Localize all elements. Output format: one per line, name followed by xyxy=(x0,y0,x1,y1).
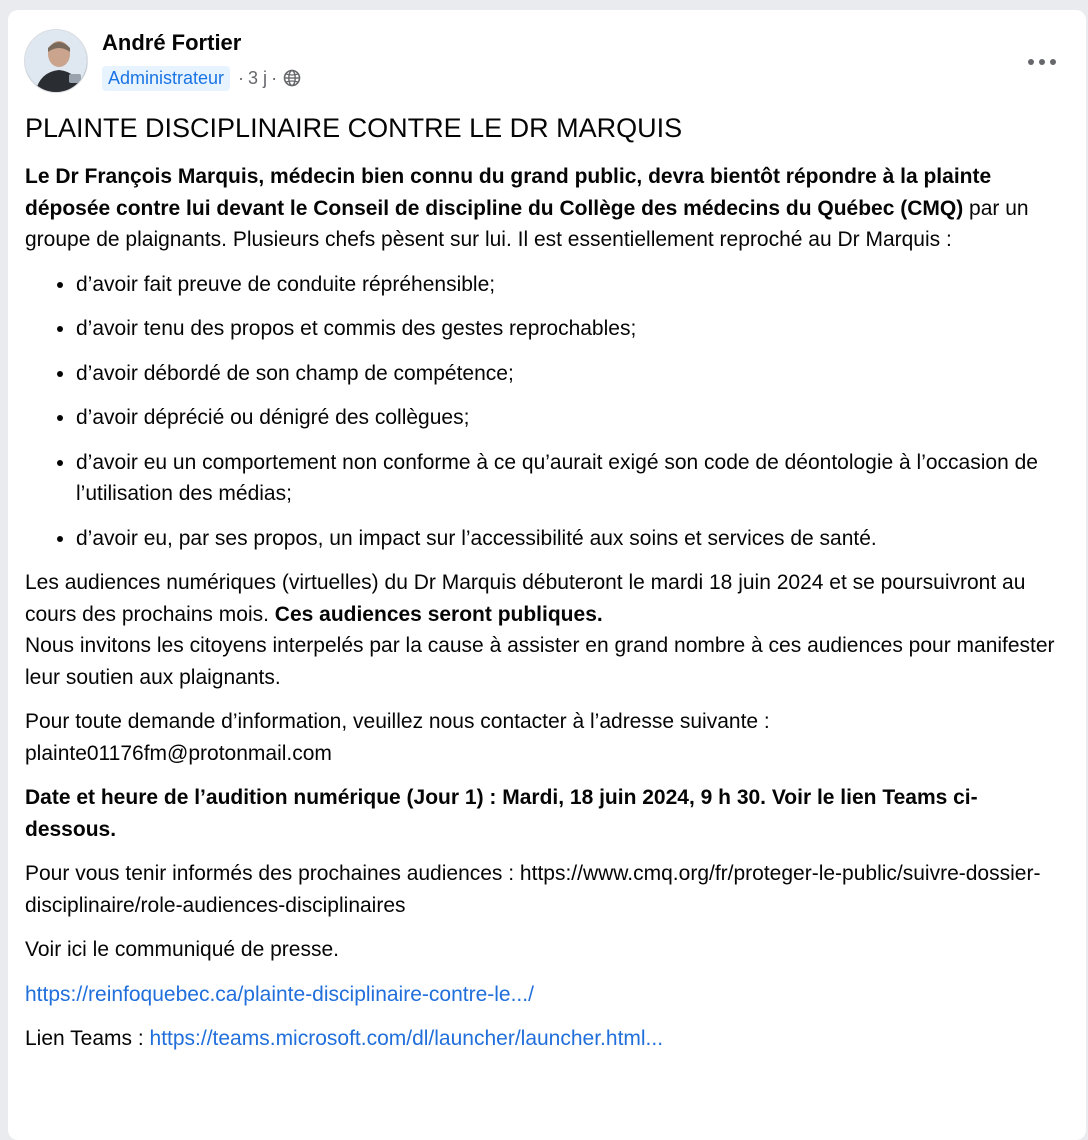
avatar-image xyxy=(25,30,88,93)
post-title: PLAINTE DISCIPLINAIRE CONTRE LE DR MARQUIS xyxy=(25,113,683,143)
intro-rest: par un groupe de plaignants. Plusieurs chefs pèsent sur lui. Il est essentiellement reproché au Dr Marquis : xyxy=(25,196,1029,251)
hearings-text: Les audiences numériques (virtuelles) du Dr Marquis débuteront le mardi 18 juin 2024 et se poursuivront au cours des prochains mois. xyxy=(25,571,1026,626)
globe-icon[interactable] xyxy=(283,69,301,87)
charges-list xyxy=(25,269,1065,555)
hearings-bold: Ces audiences seront publiques. xyxy=(274,602,603,626)
post-body xyxy=(25,110,1065,1068)
press-paragraph: Voir ici le communiqué de presse. xyxy=(25,938,339,961)
intro-bold: Le Dr François Marquis, médecin bien connu du grand public, devra bientôt répondre à la plainte déposée contre lui devant le Conseil de discipline du Collège des médecins du Québec (CMQ) xyxy=(25,165,992,220)
post-header xyxy=(24,28,1070,94)
teams-link[interactable]: https://teams.microsoft.com/dl/launcher/launcher.html... xyxy=(149,1027,664,1050)
press-link[interactable]: https://reinfoquebec.ca/plainte-disciplinaire-contre-le.../ xyxy=(25,982,534,1006)
meta-separator: · xyxy=(271,67,278,88)
post-card xyxy=(8,10,1086,1140)
list-item: • d’avoir tenu des propos et commis des gestes reprochables; xyxy=(76,313,1065,345)
contact-paragraph: Pour toute demande d’information, veuillez nous contacter à l’adresse suivante : plainte01176fm@protonmail.com xyxy=(25,710,770,765)
meta-separator: · xyxy=(238,67,245,88)
list-item: • d’avoir eu un comportement non conforme à ce qu’aurait exigé son code de déontologie à l’occasion de l’utilisation des médias; xyxy=(76,447,1065,510)
list-item: • d’avoir déprécié ou dénigré des collègues; xyxy=(76,402,1065,434)
date-bold: Date et heure de l’audition numérique (Jour 1) : Mardi, 18 juin 2024, 9 h 30. Voir le lien Teams ci-dessous. xyxy=(25,786,978,841)
invite-text: Nous invitons les citoyens interpelés par la cause à assister en grand nombre à ces audiences pour manifester leur soutien aux plaignants. xyxy=(25,634,1055,689)
list-item: • d’avoir eu, par ses propos, un impact sur l’accessibilité aux soins et services de santé. xyxy=(76,523,1065,555)
more-options-icon[interactable] xyxy=(1024,50,1060,74)
list-item: • d’avoir débordé de son champ de compétence; xyxy=(76,358,1065,390)
info-paragraph: Pour vous tenir informés des prochaines audiences : https://www.cmq.org/fr/proteger-le-public/suivre-dossier-disciplinaire/role-audiences-disciplinaires xyxy=(25,862,1041,917)
post-timestamp[interactable]: 3 j xyxy=(248,67,268,88)
author-name[interactable]: André Fortier xyxy=(102,30,242,55)
hearings-paragraph xyxy=(25,567,1065,693)
intro-paragraph xyxy=(25,161,1065,256)
teams-paragraph xyxy=(25,1023,1065,1055)
role-badge[interactable]: Administrateur xyxy=(102,66,230,91)
teams-label: Lien Teams : xyxy=(25,1027,150,1050)
avatar[interactable] xyxy=(24,29,88,93)
list-item: • d’avoir fait preuve de conduite répréhensible; xyxy=(76,269,1065,301)
press-link-paragraph xyxy=(25,979,1065,1011)
post-meta xyxy=(102,64,301,92)
date-paragraph xyxy=(25,782,1065,845)
